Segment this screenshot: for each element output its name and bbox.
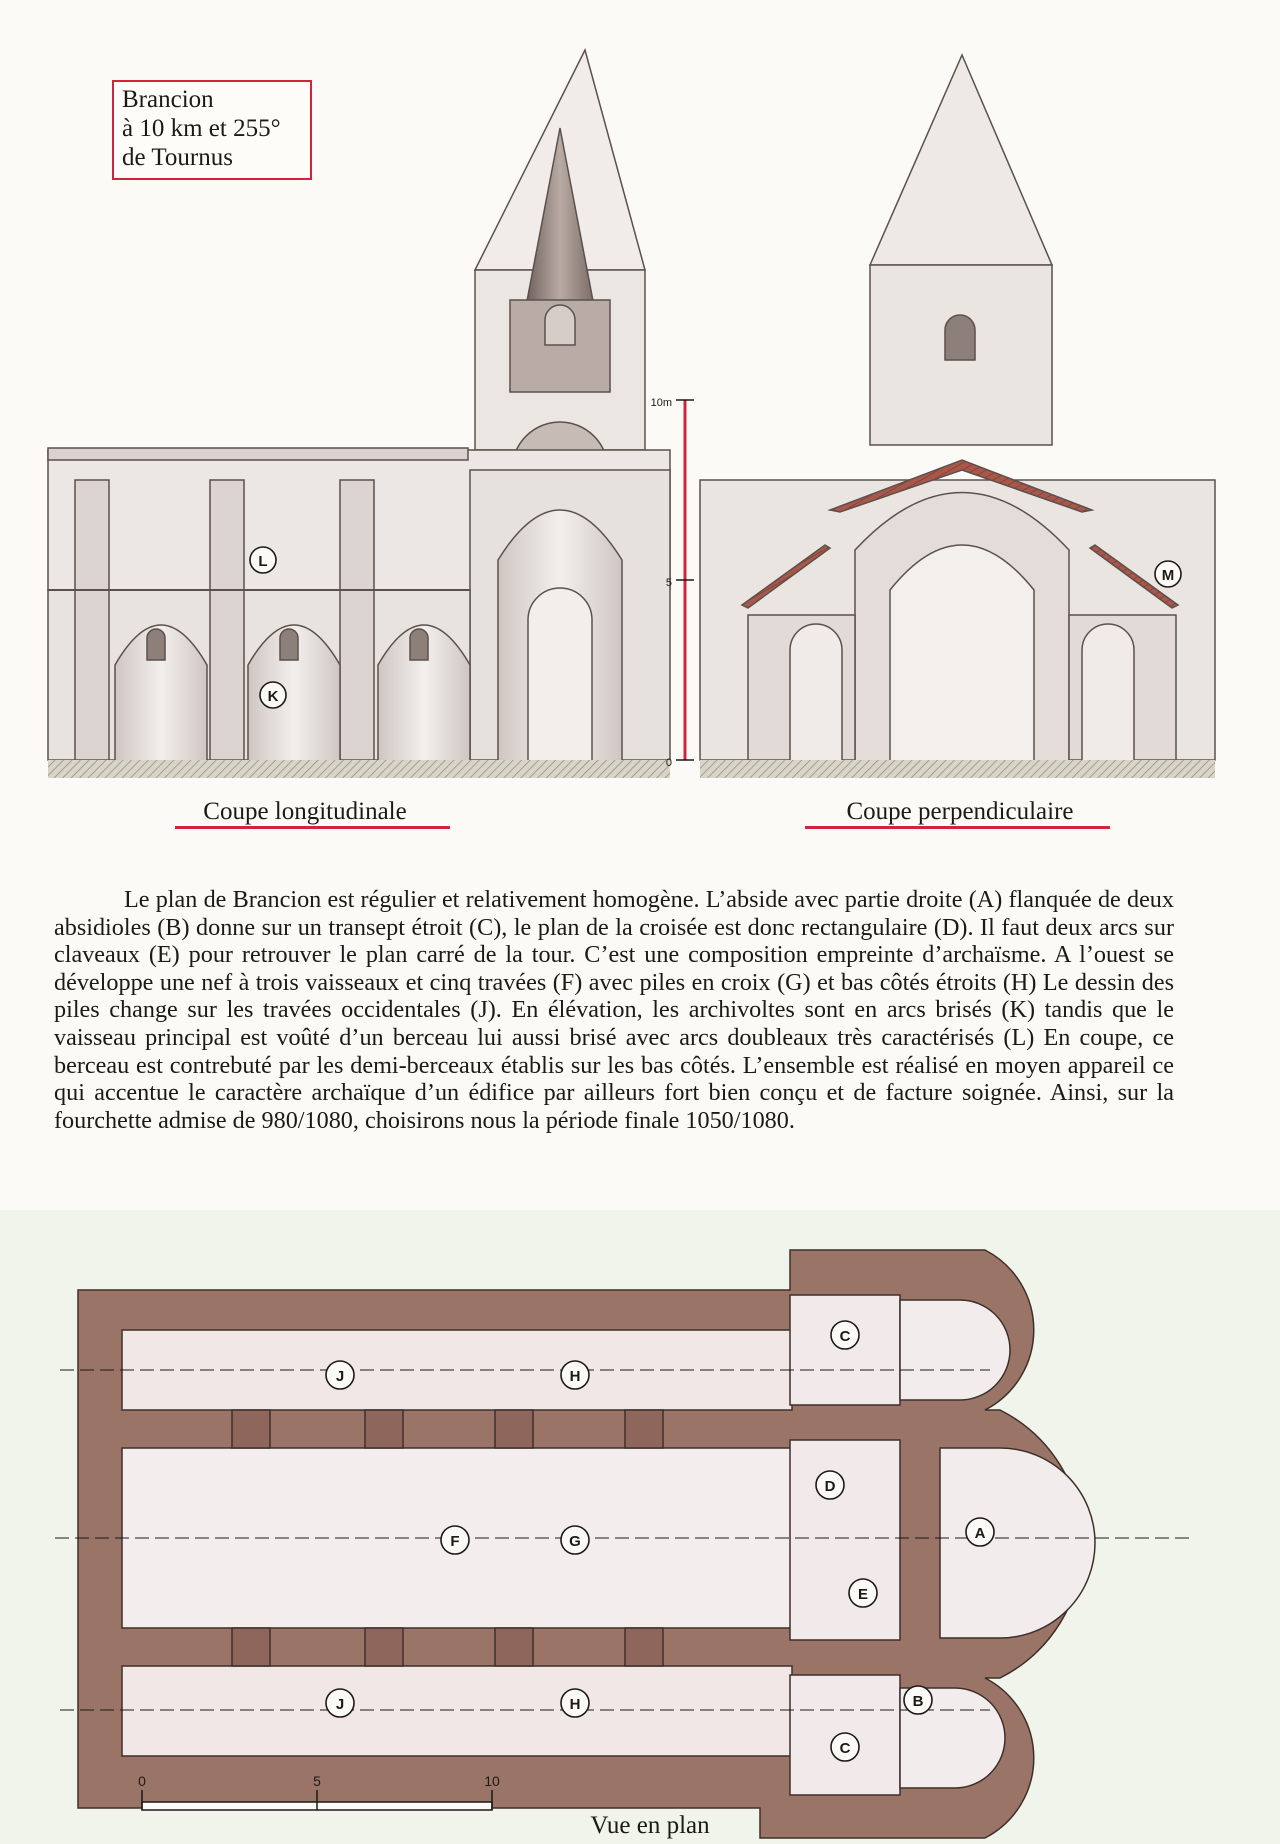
caption-longitudinal: Coupe longitudinale: [203, 798, 407, 825]
label-a: [966, 1518, 994, 1546]
ground: [48, 760, 670, 778]
body-text: [54, 886, 1174, 1134]
tower-window: [945, 315, 975, 360]
pier: [625, 1410, 663, 1448]
label-l: [250, 547, 276, 573]
label-f: [441, 1526, 469, 1554]
label-g: [561, 1526, 589, 1554]
plan-view: [0, 1210, 1280, 1844]
nave-pillar: [210, 480, 244, 760]
caption-underline: [175, 826, 450, 829]
pier: [495, 1410, 533, 1448]
svg-text:H: H: [569, 1368, 581, 1385]
nave-cornice: [48, 448, 468, 460]
elevation-scale-tick: 10m: [650, 397, 672, 409]
svg-text:A: A: [974, 1525, 986, 1542]
label-e: [849, 1579, 877, 1607]
pier: [495, 1628, 533, 1666]
elevation-scale-tick: 0: [665, 757, 672, 769]
pier: [365, 1628, 403, 1666]
svg-text:H: H: [569, 1696, 581, 1713]
pier: [365, 1410, 403, 1448]
aisle-window: [147, 629, 165, 660]
svg-text:M: M: [1161, 567, 1175, 584]
pier: [232, 1628, 270, 1666]
aisle-window: [410, 629, 428, 660]
crossing: [790, 1440, 900, 1640]
pier: [625, 1628, 663, 1666]
svg-text:F: F: [450, 1533, 460, 1550]
label-h: [561, 1361, 589, 1389]
nave-pillar: [340, 480, 374, 760]
label-h: [561, 1689, 589, 1717]
svg-text:C: C: [839, 1740, 851, 1757]
svg-text:J: J: [335, 1696, 345, 1713]
caption-perpendicular: Coupe perpendiculaire: [846, 798, 1074, 825]
aisle-window: [280, 629, 298, 660]
plan-scale-tick: 0: [138, 1773, 146, 1789]
location-line: à 10 km et 255°: [122, 115, 281, 142]
label-m: [1155, 561, 1181, 587]
section-drawings: [0, 0, 1280, 880]
longitudinal-section: [48, 50, 670, 778]
label-j: [326, 1689, 354, 1717]
svg-text:C: C: [839, 1328, 851, 1345]
plan-scale-tick: 10: [484, 1773, 500, 1789]
label-c: [831, 1321, 859, 1349]
svg-text:G: G: [569, 1533, 581, 1550]
location-line: de Tournus: [122, 144, 233, 171]
nave-pillar: [75, 480, 109, 760]
label-c: [831, 1733, 859, 1761]
tower-window: [545, 305, 575, 345]
south-aisle: [122, 1666, 792, 1756]
svg-text:E: E: [857, 1586, 869, 1603]
plan-scale-tick: 5: [313, 1773, 321, 1789]
absidiole: [900, 1300, 1010, 1400]
tower-roof: [870, 55, 1052, 265]
label-d: [816, 1471, 844, 1499]
nave-inner-arch: [890, 545, 1034, 760]
svg-text:B: B: [912, 1693, 924, 1710]
label-j: [326, 1361, 354, 1389]
aisle-arch: [790, 624, 842, 760]
perpendicular-section: [700, 55, 1215, 778]
pier: [232, 1410, 270, 1448]
svg-text:J: J: [335, 1368, 345, 1385]
location-line: Brancion: [122, 86, 214, 113]
label-b: [904, 1686, 932, 1714]
svg-text:D: D: [824, 1478, 836, 1495]
elevation-scale-tick: 5: [665, 577, 672, 589]
transept-north: [790, 1295, 900, 1405]
svg-text:K: K: [267, 688, 279, 705]
aisle-arch: [1082, 624, 1134, 760]
caption-underline: [805, 826, 1110, 829]
caption-plan: Vue en plan: [590, 1812, 710, 1839]
ground: [700, 760, 1215, 778]
svg-text:L: L: [258, 553, 268, 570]
label-k: [260, 682, 286, 708]
crossing-inner-arch: [528, 588, 592, 760]
body-paragraph: Le plan de Brancion est régulier et relativement homogène. L’abside avec partie droite (A) flanquée de deux absidioles (B) donne sur un transept étroit (C), le plan de la croisée est donc rectangulaire (D). Il faut deux arcs sur claveaux (E) pour retrouver le plan carré de la tour. C’est une composition empreinte d’archaïsme. A l’ouest se développe une nef à trois vaisseaux et cinq travées (F) avec piles en croix (G) et bas côtés étroits (H) Le dessin des piles change sur les travées occidentales (J). En élévation, les archivoltes sont en arcs brisés (K) tandis que le vaisseau principal est voûté d’un berceau lui aussi brisé avec arcs doubleaux très caractérisés (L) En coupe, ce berceau est contrebuté par les demi-berceaux établis sur les bas côtés. L’ensemble est réalisé en moyen appareil ce qui accentue le caractère archaïque d’un édifice par ailleurs fort bien conçu et de facture soignée. Ainsi, sur la fourchette admise de 980/1080, choisirons nous la période finale 1050/1080.: [54, 886, 1174, 1134]
